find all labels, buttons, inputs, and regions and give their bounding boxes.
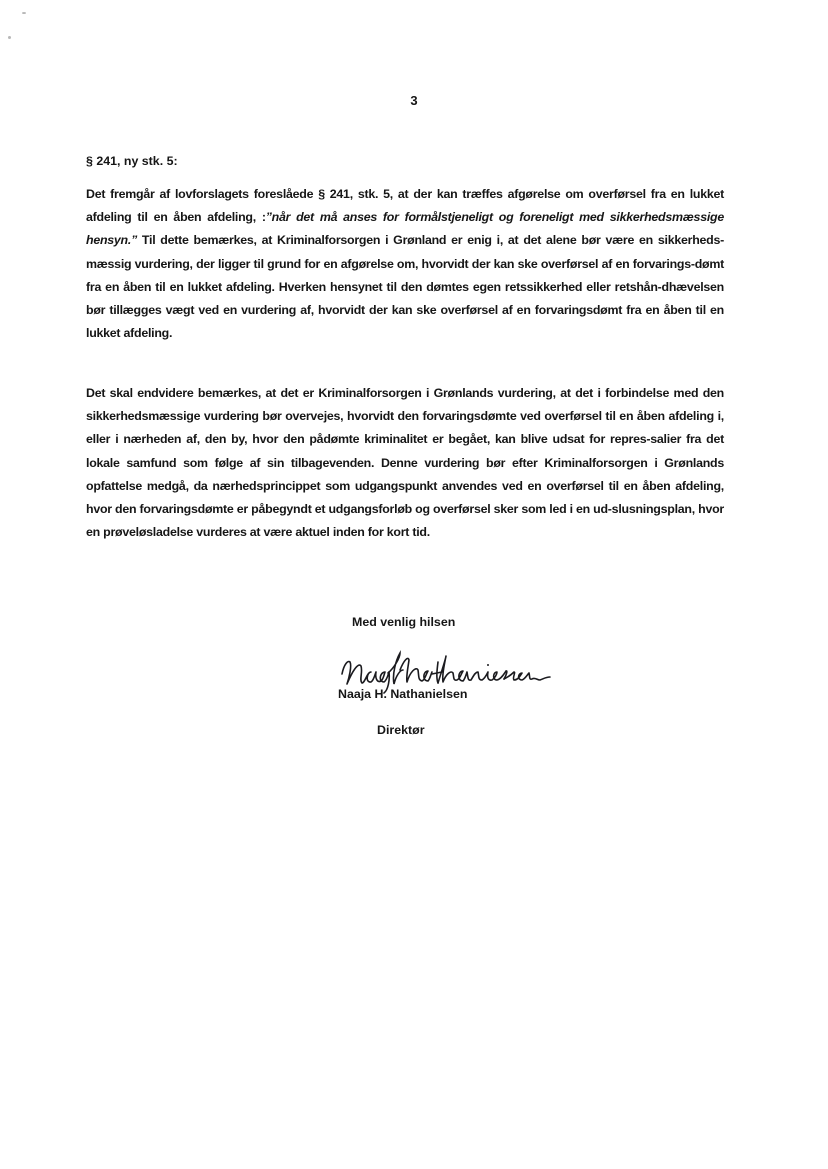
closing-greeting: Med venlig hilsen	[352, 615, 456, 629]
paragraph-2: Det skal endvidere bemærkes, at det er Kriminalforsorgen i Grønlands vurdering, at det i forbindelse med den sikkerhedsmæssige vurdering bør overvejes, hvorvidt den forvaringsdømte ved overførsel til en åben afdeling i, eller i nærheden af, den by, hvor den pådømte kriminalitet er begået, kan blive udsat for repres-salier fra det lokale samfund som følge af sin tilbagevenden. Denne vurdering bør efter Kriminalforsorgen i Grønlands opfattelse medgå, da nærhedsprincippet som udgangspunkt anvendes ved en overførsel til en åben afdeling, hvor den forvaringsdømte er påbegyndt et udgangsforløb og overførsel sker som led i en ud-slusningsplan, hvor en prøveløsladelse vurderes at være aktuel inden for kort tid.	[86, 386, 724, 540]
scan-speck	[22, 12, 26, 14]
paragraph-1-quote: ”når det må anses for formålstjeneligt og foreneligt med sikkerhedsmæssige hensyn.”	[86, 210, 724, 248]
page-number: 3	[410, 93, 418, 108]
section-heading: § 241, ny stk. 5:	[86, 154, 178, 168]
scan-speck	[8, 36, 11, 39]
paragraph-1	[86, 183, 724, 345]
signer-name: Naaja H. Nathanielsen	[338, 687, 468, 701]
paragraph-1-intro: Det fremgår af lovforslagets foreslåede § 241, stk. 5, at der kan træffes afgørelse om overførsel fra en lukket afdeling til en åben afdeling, :	[86, 187, 724, 225]
paragraph-1-body: Til dette bemærkes, at Kriminalforsorgen i Grønland er enig i, at det alene bør være en sikkerheds-mæssig vurdering, der ligger til grund for en afgørelse om, hvorvidt der kan ske overførsel af en forvarings-dømt fra en åben til en lukket afdeling. Hverken hensynet til den dømtes egen retssikkerhed eller retshån-dhævelsen bør tillægges vægt ved en vurdering af, hvorvidt der kan ske overførsel af en forvaringsdømt fra en åben til en lukket afdeling.	[86, 233, 724, 341]
signer-title: Direktør	[377, 723, 425, 737]
